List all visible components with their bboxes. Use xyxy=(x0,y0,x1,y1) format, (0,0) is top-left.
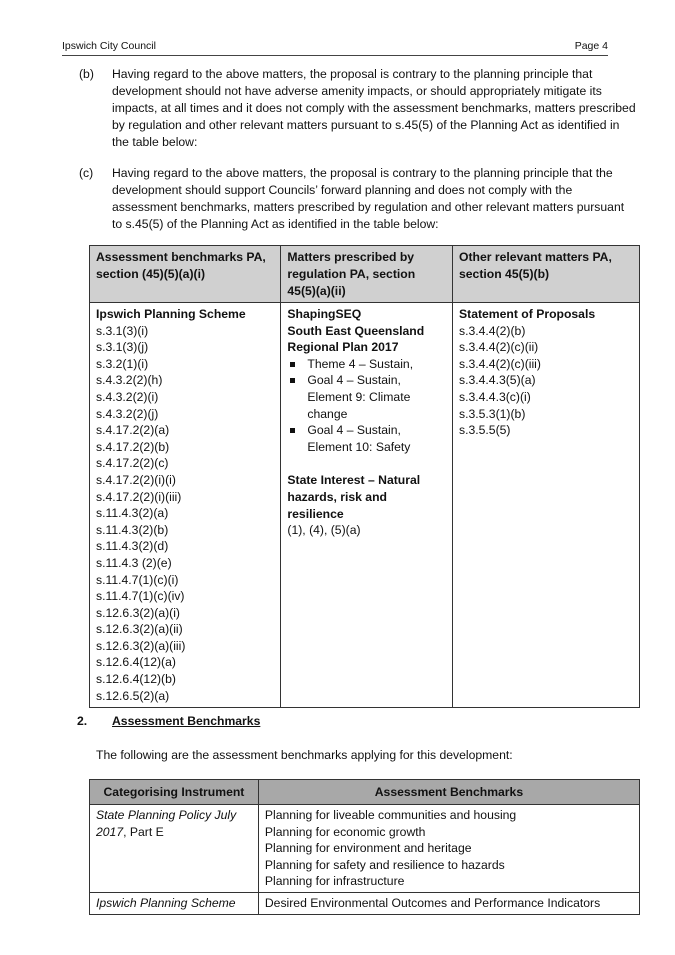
list-item: s.11.4.7(1)(c)(i) xyxy=(96,572,179,587)
list-item: s.3.5.3(1)(b) xyxy=(459,406,526,421)
list-item: s.11.4.3(2)(d) xyxy=(96,539,169,554)
list-item: s.3.1(3)(i) xyxy=(96,323,149,338)
list-item: s.12.6.4(12)(b) xyxy=(96,672,176,687)
list-item: s.3.4.4(2)(b) xyxy=(459,323,526,338)
bullet-item: Goal 4 – Sustain, Element 10: Safety xyxy=(287,422,446,455)
planning-scheme-title: Ipswich Planning Scheme xyxy=(96,307,246,321)
section-title: Assessment Benchmarks xyxy=(112,714,261,728)
header-assessment-benchmarks: Assessment Benchmarks xyxy=(258,780,639,805)
statement-list xyxy=(459,323,633,439)
benchmark-item: Planning for infrastructure xyxy=(264,874,405,889)
paragraph-label: (c) xyxy=(79,166,94,180)
header-page-number: Page 4 xyxy=(574,40,608,52)
table-header-row xyxy=(90,780,640,805)
instrument-cell xyxy=(90,805,259,893)
list-item: s.11.4.7(1)(c)(iv) xyxy=(96,589,185,604)
instrument-name: Ipswich Planning Scheme xyxy=(96,895,236,910)
header-org: Ipswich City Council xyxy=(62,40,156,52)
section-intro: The following are the assessment benchmarks applying for this development: xyxy=(96,748,513,762)
paragraph-label: (b) xyxy=(79,67,94,81)
list-item: s.3.4.4(2)(c)(ii) xyxy=(459,340,539,355)
list-item: s.3.4.4.3(5)(a) xyxy=(459,373,536,388)
table-header-row xyxy=(90,246,640,303)
bullet-item: Goal 4 – Sustain, Element 9: Climate change xyxy=(287,372,446,422)
list-item: s.4.17.2(2)(a) xyxy=(96,423,170,438)
statement-title: Statement of Proposals xyxy=(459,307,596,321)
list-item: s.3.4.4.3(c)(i) xyxy=(459,389,531,404)
list-item: s.4.17.2(2)(c) xyxy=(96,456,169,471)
benchmarks-table xyxy=(89,245,640,708)
instruments-table xyxy=(89,779,640,915)
list-item: s.3.4.4(2)(c)(iii) xyxy=(459,356,541,371)
benchmark-item: Planning for economic growth xyxy=(264,824,426,839)
table-row xyxy=(90,892,640,914)
state-interest-title: State Interest – Natural hazards, risk and resilience xyxy=(287,473,421,521)
list-item: s.11.4.3 (2)(e) xyxy=(96,555,172,570)
list-item: s.12.6.3(2)(a)(i) xyxy=(96,605,180,620)
list-item: s.4.17.2(2)(i)(iii) xyxy=(96,489,182,504)
benchmarks-cell xyxy=(258,805,639,893)
benchmark-item: Planning for safety and resilience to hazards xyxy=(264,857,505,872)
page-header xyxy=(62,39,608,56)
table-row xyxy=(90,303,640,708)
list-item: s.12.6.5(2)(a) xyxy=(96,688,170,703)
list-item: s.12.6.3(2)(a)(ii) xyxy=(96,622,183,637)
list-item: s.4.3.2(2)(i) xyxy=(96,389,159,404)
planning-scheme-list xyxy=(96,323,274,705)
instrument-cell xyxy=(90,892,259,914)
paragraph-text: Having regard to the above matters, the proposal is contrary to the planning principle that the development should support Councils’ forward planning and does not comply with the assessment benchmarks, matters prescribed by regulation and other relevant matters pursuant to s.45(5) of the Planning Act as identified in the table below: xyxy=(112,166,625,231)
shapingseq-title: ShapingSEQ xyxy=(287,307,362,321)
list-item: s.4.17.2(2)(i)(i) xyxy=(96,472,176,487)
table-row xyxy=(90,805,640,893)
list-item: s.3.2(1)(i) xyxy=(96,356,149,371)
list-item: s.11.4.3(2)(b) xyxy=(96,522,169,537)
instrument-name: State Planning Policy July 2017 xyxy=(96,808,237,839)
header-other-relevant-matters: Other relevant matters PA, section 45(5)(b) xyxy=(453,246,640,303)
section-number: 2. xyxy=(77,714,88,728)
regional-plan-bullets xyxy=(287,356,446,456)
list-item: s.3.1(3)(j) xyxy=(96,340,149,355)
list-item: s.4.3.2(2)(j) xyxy=(96,406,159,421)
paragraph-text: Having regard to the above matters, the proposal is contrary to the planning principle that development should not have adverse amenity impacts, or should appropriately mitigate its impacts, at all times and it does not comply with the assessment benchmarks, matters prescribed by regulation and other relevant matters pursuant to s.45(5) of the Planning Act as identified in the table below: xyxy=(112,67,636,149)
header-matters-prescribed: Matters prescribed by regulation PA, section 45(5)(a)(ii) xyxy=(281,246,453,303)
bullet-item: Theme 4 – Sustain, xyxy=(287,356,446,373)
regional-plan-title: South East Queensland Regional Plan 2017 xyxy=(287,323,425,355)
state-interest-items: (1), (4), (5)(a) xyxy=(287,523,361,538)
list-item: s.12.6.4(12)(a) xyxy=(96,655,176,670)
header-assessment-benchmarks: Assessment benchmarks PA, section (45)(5)(a)(i) xyxy=(90,246,281,303)
list-item: s.3.5.5(5) xyxy=(459,423,511,438)
list-item: s.4.3.2(2)(h) xyxy=(96,373,163,388)
benchmark-item: Planning for liveable communities and housing xyxy=(264,808,517,822)
benchmarks-cell xyxy=(258,892,639,914)
planning-scheme-cell xyxy=(90,303,281,708)
list-item: s.4.17.2(2)(b) xyxy=(96,439,170,454)
regulation-cell xyxy=(281,303,453,708)
list-item: s.12.6.3(2)(a)(iii) xyxy=(96,638,186,653)
statement-cell xyxy=(453,303,640,708)
instrument-suffix: , Part E xyxy=(123,824,164,839)
list-item: s.11.4.3(2)(a) xyxy=(96,506,169,521)
benchmark-item: Desired Environmental Outcomes and Performance Indicators xyxy=(264,895,601,910)
benchmark-item: Planning for environment and heritage xyxy=(264,841,472,856)
header-categorising-instrument: Categorising Instrument xyxy=(90,780,259,805)
